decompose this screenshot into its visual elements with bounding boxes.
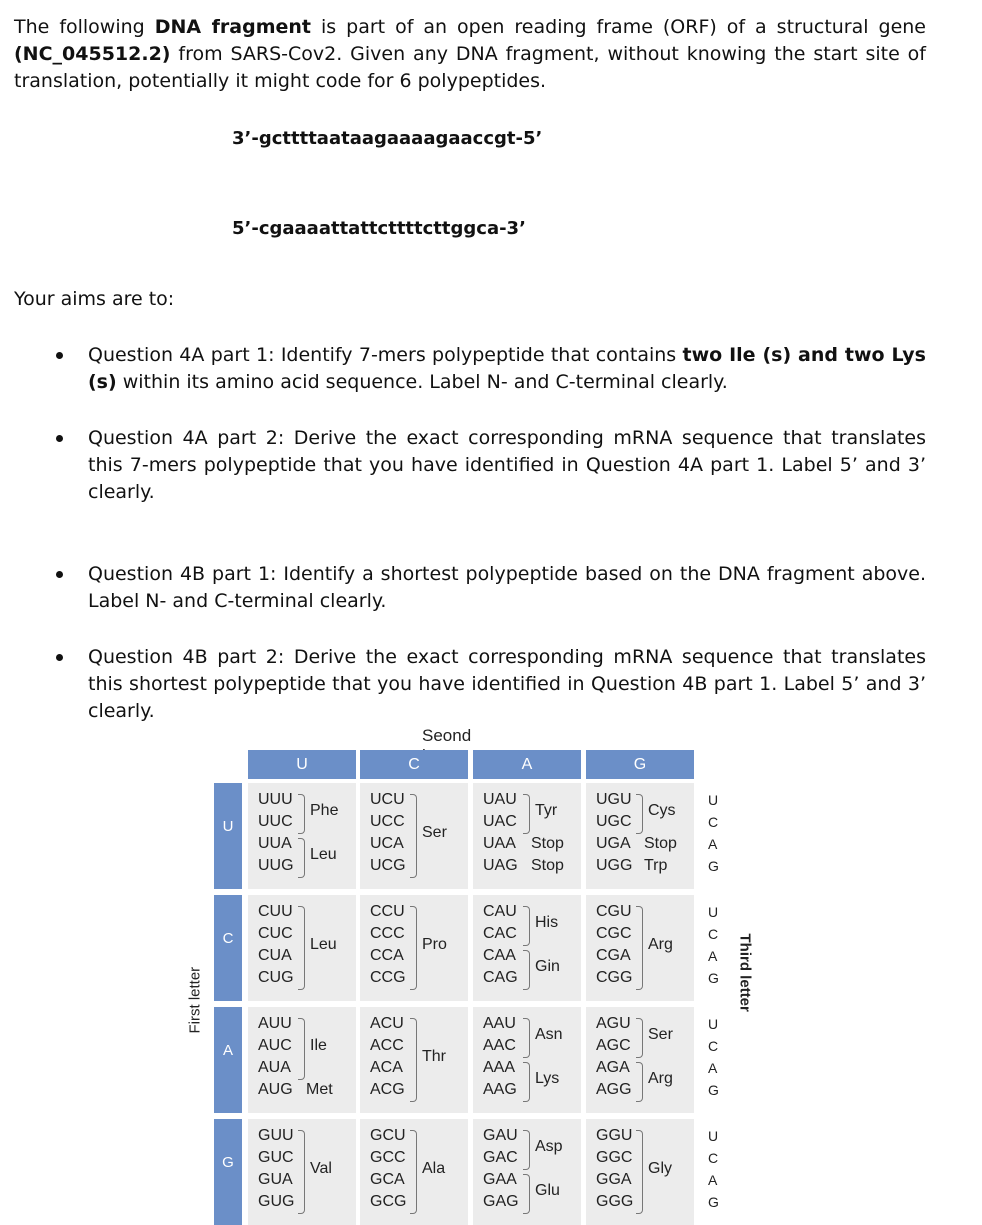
codon: ACG xyxy=(370,1081,405,1098)
amino-acid-label: Stop xyxy=(531,835,564,852)
amino-acid-label: Lys xyxy=(535,1070,560,1087)
third-letter-value: U xyxy=(708,792,719,808)
second-letter-header: U xyxy=(248,750,356,779)
question-4b-part2: Question 4B part 2: Derive the exact corresponding mRNA sequence that translates this shortest polypeptide that you have identified in Question 4B part 1. Label 5’ and 3’ clearly. xyxy=(88,646,926,722)
codon: CUA xyxy=(258,947,292,964)
codon: UUA xyxy=(258,835,292,852)
dna-strand-top: 3’-gcttttaataagaaaagaaccgt-5’ xyxy=(232,128,543,149)
bullet-dot xyxy=(56,654,63,661)
q1-text-a: Question 4A part 1: Identify 7-mers polypeptide that contains xyxy=(88,344,683,366)
amino-acid-label: Arg xyxy=(648,1070,673,1087)
first-letter-header xyxy=(214,1007,242,1113)
codon-bracket xyxy=(298,1130,305,1214)
third-letter-value: A xyxy=(708,948,718,964)
intro-text-1: The following xyxy=(14,16,155,38)
amino-acid-label: Ser xyxy=(422,824,447,841)
amino-acid-label: Tyr xyxy=(535,802,558,819)
codon: CAC xyxy=(483,925,517,942)
amino-acid-label: Val xyxy=(310,1160,332,1177)
codon: CAG xyxy=(483,969,518,986)
codon: GAU xyxy=(483,1127,518,1144)
amino-acid-label: Gly xyxy=(648,1160,672,1177)
codon: UAG xyxy=(483,857,518,874)
codon: GGA xyxy=(596,1171,632,1188)
codon: UCG xyxy=(370,857,406,874)
amino-acid-label: Asp xyxy=(535,1138,563,1155)
codon: AGG xyxy=(596,1081,632,1098)
codon: GCU xyxy=(370,1127,406,1144)
codon: AUA xyxy=(258,1059,291,1076)
question-4a-part2: Question 4A part 2: Derive the exact corresponding mRNA sequence that translates this 7-mers polypeptide that you have identified in Question 4A part 1. Label 5’ and 3’ clearly. xyxy=(88,427,926,503)
third-letter-value: U xyxy=(708,904,719,920)
codon: CUG xyxy=(258,969,294,986)
codon: UAC xyxy=(483,813,517,830)
intro-text-3: from SARS-Cov2. Given any DNA fragment, without knowing the start site of translation, potentially it might code for 6 polypeptides. xyxy=(14,43,926,92)
codon: CGA xyxy=(596,947,631,964)
codon: GAA xyxy=(483,1171,517,1188)
intro-bold-dna-fragment: DNA fragment xyxy=(154,16,311,38)
codon: CCA xyxy=(370,947,404,964)
codon-bracket xyxy=(410,1018,417,1102)
codon: CUU xyxy=(258,903,293,920)
q1-text-c: within its amino acid sequence. Label N- and C-terminal clearly. xyxy=(116,371,728,393)
codon: CCU xyxy=(370,903,405,920)
first-letter-value: A xyxy=(222,1042,233,1059)
intro-text-2: is part of an open reading frame (ORF) of a structural gene xyxy=(311,16,927,38)
third-letter-value: A xyxy=(708,1060,718,1076)
codon-bracket xyxy=(298,794,305,834)
codon-bracket xyxy=(298,906,305,990)
codon: UUG xyxy=(258,857,294,874)
third-letter-value: U xyxy=(708,1128,719,1144)
codon: CCC xyxy=(370,925,405,942)
codon: AGU xyxy=(596,1015,631,1032)
codon: GUU xyxy=(258,1127,294,1144)
codon: AUC xyxy=(258,1037,292,1054)
second-letter-header: C xyxy=(360,750,468,779)
amino-acid-label: Leu xyxy=(310,846,337,863)
amino-acid-label: Stop xyxy=(531,857,564,874)
codon: UCA xyxy=(370,835,404,852)
amino-acid-label: Gin xyxy=(535,958,560,975)
codon: CCG xyxy=(370,969,406,986)
codon-bracket xyxy=(636,906,643,990)
second-letter-header: G xyxy=(586,750,694,779)
third-letter-value: C xyxy=(708,926,719,942)
codon-bracket xyxy=(410,794,417,878)
codon: GCA xyxy=(370,1171,405,1188)
codon: UGC xyxy=(596,813,632,830)
codon: GAG xyxy=(483,1193,519,1210)
codon: CAU xyxy=(483,903,517,920)
codon: UUC xyxy=(258,813,293,830)
codon: CGU xyxy=(596,903,632,920)
third-letter-value: G xyxy=(708,970,719,986)
codon-bracket xyxy=(523,1062,530,1102)
third-letter-label: Third letter xyxy=(736,933,754,1012)
codon-bracket xyxy=(523,794,530,834)
bullet-dot xyxy=(56,571,63,578)
third-letter-value: U xyxy=(708,1016,719,1032)
intro-paragraph xyxy=(14,14,926,95)
codon-bracket xyxy=(523,906,530,946)
codon: GCC xyxy=(370,1149,406,1166)
bullet-dot xyxy=(56,352,63,359)
amino-acid-label: Thr xyxy=(422,1048,446,1065)
amino-acid-label: Phe xyxy=(310,802,339,819)
codon: GUC xyxy=(258,1149,294,1166)
codon: CUC xyxy=(258,925,293,942)
codon: GAC xyxy=(483,1149,518,1166)
intro-bold-accession: (NC_045512.2) xyxy=(14,43,171,65)
amino-acid-label: Leu xyxy=(310,936,337,953)
question-4a-part1 xyxy=(88,342,926,396)
first-letter-label: First letter xyxy=(186,966,204,1034)
amino-acid-label: Trp xyxy=(644,857,668,874)
codon: CGG xyxy=(596,969,633,986)
codon: CAA xyxy=(483,947,516,964)
amino-acid-label: Ser xyxy=(648,1026,673,1043)
codon: AAA xyxy=(483,1059,516,1076)
first-letter-value: U xyxy=(222,818,234,835)
codon: CGC xyxy=(596,925,632,942)
second-letter-header: A xyxy=(473,750,581,779)
codon-bracket xyxy=(523,1174,530,1214)
codon-bracket xyxy=(636,1018,643,1058)
codon: UGU xyxy=(596,791,632,808)
codon-bracket xyxy=(523,1130,530,1170)
first-letter-value: G xyxy=(222,1154,234,1171)
codon: AAU xyxy=(483,1015,516,1032)
codon: GGG xyxy=(596,1193,634,1210)
amino-acid-label: Asn xyxy=(535,1026,563,1043)
amino-acid-label: His xyxy=(535,914,559,931)
codon: ACA xyxy=(370,1059,403,1076)
third-letter-value: C xyxy=(708,814,719,830)
third-letter-value: G xyxy=(708,1082,719,1098)
codon: GGU xyxy=(596,1127,633,1144)
codon: ACU xyxy=(370,1015,404,1032)
amino-acid-label: Pro xyxy=(422,936,447,953)
codon: UAU xyxy=(483,791,517,808)
codon: AUU xyxy=(258,1015,292,1032)
codon: UGG xyxy=(596,857,633,874)
codon: AAG xyxy=(483,1081,517,1098)
third-letter-value: G xyxy=(708,858,719,874)
codon-bracket xyxy=(636,794,643,834)
codon: GUA xyxy=(258,1171,293,1188)
codon: GUG xyxy=(258,1193,295,1210)
bullet-dot xyxy=(56,435,63,442)
codon: UCC xyxy=(370,813,405,830)
first-letter-header xyxy=(214,783,242,889)
codon: UCU xyxy=(370,791,405,808)
codon: AUG xyxy=(258,1081,293,1098)
codon-bracket xyxy=(410,1130,417,1214)
codon: UUU xyxy=(258,791,293,808)
amino-acid-label: Met xyxy=(306,1081,333,1098)
codon: GGC xyxy=(596,1149,633,1166)
question-4b-part1: Question 4B part 1: Identify a shortest polypeptide based on the DNA fragment above. Label N- and C-terminal clearly. xyxy=(88,563,926,612)
third-letter-value: G xyxy=(708,1194,719,1210)
first-letter-value: C xyxy=(222,930,234,947)
amino-acid-label: Cys xyxy=(648,802,676,819)
aims-label: Your aims are to: xyxy=(14,288,175,310)
codon: AGA xyxy=(596,1059,630,1076)
third-letter-value: A xyxy=(708,1172,718,1188)
codon-bracket xyxy=(298,838,305,878)
amino-acid-label: Ala xyxy=(422,1160,446,1177)
codon: AAC xyxy=(483,1037,516,1054)
codon: UGA xyxy=(596,835,631,852)
first-letter-header xyxy=(214,895,242,1001)
second-letter-label: Seond xyxy=(422,726,472,745)
codon-bracket xyxy=(523,950,530,990)
codon-bracket xyxy=(523,1018,530,1058)
dna-strand-bottom: 5’-cgaaaattattcttttcttggca-3’ xyxy=(232,218,526,239)
third-letter-value: C xyxy=(708,1150,719,1166)
codon: GCG xyxy=(370,1193,407,1210)
amino-acid-label: Arg xyxy=(648,936,673,953)
amino-acid-label: Ile xyxy=(310,1037,327,1054)
q1-bold: two Ile (s) and two Lys (s) xyxy=(88,344,926,393)
amino-acid-label: Glu xyxy=(535,1182,560,1199)
codon: ACC xyxy=(370,1037,404,1054)
codon-bracket xyxy=(298,1018,305,1080)
codon: AGC xyxy=(596,1037,631,1054)
codon-bracket xyxy=(636,1062,643,1102)
amino-acid-label: Stop xyxy=(644,835,677,852)
first-letter-header xyxy=(214,1119,242,1225)
codon: UAA xyxy=(483,835,516,852)
codon-bracket xyxy=(410,906,417,990)
third-letter-value: A xyxy=(708,836,718,852)
codon-bracket xyxy=(636,1130,643,1214)
third-letter-value: C xyxy=(708,1038,719,1054)
